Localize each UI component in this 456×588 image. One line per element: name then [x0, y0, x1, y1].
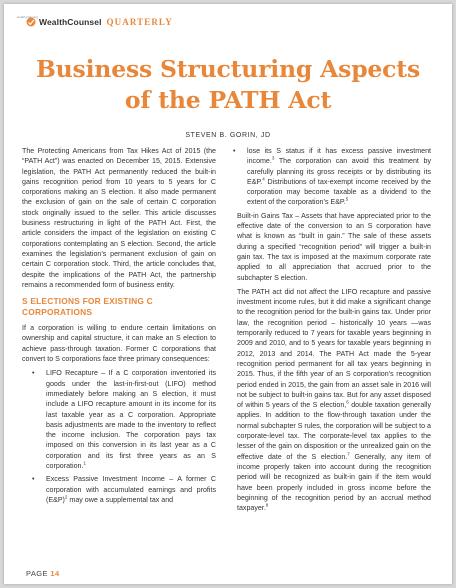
publication-section: QUARTERLY — [106, 17, 173, 27]
list-item — [46, 474, 216, 505]
continued-text-2: The corporation can avoid this treatment by carefully planning its gross receipts or by distributing its E&P. — [247, 157, 431, 186]
built-in-gains-paragraph: Built-in Gains Tax – Assets that have appreciated prior to the effective date of the conversion to an S corporation have what is known as “built in gain.” The sale of these assets during a specified “recognition period” will trigger a built-in gain tax. The tax is imposed at the maximum corporate rate applied to all appreciation that accrued prior to the subchapter S election. — [237, 211, 431, 282]
footnote-ref: 6 — [346, 399, 349, 405]
footnote-ref: 7 — [347, 451, 350, 457]
article-title-line2: of the PATH Act — [124, 86, 332, 114]
passive-income-tail: may owe a supplemental tax and — [67, 495, 174, 504]
continued-text-3: Distributions of tax-exempt income received by the corporation may become taxable as a dividend to the extent of the corporation’s E&P. — [247, 177, 431, 207]
list-item-continued — [247, 146, 431, 208]
brand-name: WealthCounsel — [39, 17, 102, 27]
path-act-paragraph — [237, 287, 431, 514]
list-item — [46, 368, 216, 471]
footnote-ref: 2 — [64, 494, 68, 500]
page-footer — [26, 569, 60, 578]
article-title — [4, 54, 452, 116]
footnote-ref: 4 — [262, 176, 265, 182]
continued-list — [237, 146, 431, 208]
intro-paragraph: The Protecting Americans from Tax Hikes Act of 2015 (the “PATH Act”) was enacted on December 15, 2015. Extensive legislation, the PATH Act permanently reduced the built-in gains recognition period from 10 years to 5 years for C corporations making an S election. It also made permanent the exclusion of gain on the sale of certain C corporation stock originally issued to the seller. This article discusses business restructuring in light of the PATH Act. First, the article considers the impact of the legislation on existing C corporations contemplating an S election. Second, the article examines the legislation’s permanent exclusion of gain on certain C corporation stock. Third, the article concludes that, despite the implications of the PATH Act, the partnership remains a recommended form of business entity. — [22, 147, 216, 289]
path-act-text: The PATH act did not affect the LIFO recapture and passive investment income rules, but it did make a significant change to the recognition period for the built-in gains tax. Under prior law, the recognition period – historically 10 years —was temporarily reduced to 7 years for taxable years beginning in 2009 and 2010, and to 5 years for taxable years beginning in 2012, 2013 and 2014. The PATH Act made the 5-year recognition period permanent for all tax years beginning in 2015. Thus, if the fifth year of an S corporation’s recognition period ended in 2015, the gain from an asset sale in 2016 will not be subject to built-in gains tax. But for any asset disposed of within 5 years of the S election, — [237, 287, 431, 410]
page-number: 14 — [50, 569, 60, 578]
section-heading: S ELECTIONS FOR EXISTING C CORPORATIONS — [22, 296, 153, 318]
path-act-text-3: Generally, any item of income properly taken into account during the recognition period will be recognized as built-in gain if the item would have been properly included in gross income before the beginning of the recognition period by an accrual method taxpayer. — [237, 452, 431, 513]
consequences-list — [22, 368, 216, 505]
passive-income-text: Excess Passive Investment Income – A former C corporation with accumulated earnings and profits (E&P) — [46, 475, 216, 504]
article-byline: STEVEN B. GORIN, JD — [185, 132, 271, 139]
path-act-text-2: double taxation generally applies. In addition to the flow-through taxation under the normal subchapter S rules, the corporation will be subject to a corporate-level tax. The corporate-level tax applies to the lesser of the gain on disposition or the unrealized gain on the effective date of the S election. — [237, 401, 431, 461]
footnote-ref: 3 — [271, 155, 275, 161]
continued-text: lose its S status if it has excess passive investment income. — [247, 147, 431, 166]
right-column — [237, 146, 431, 517]
document-page — [4, 4, 452, 584]
page-header — [26, 15, 173, 29]
lifo-recapture-text: LIFO Recapture – If a C corporation inventoried its goods under the last-in-first-out (LIFO) method immediately before making an S election, it must include a LIFO recapture amount in its income for its last taxable year as a C corporation. Appropriate basis adjustments are made to the inventory to reflect the income inclusion. The corporation pays tax imposed on this conversion in its last year as a C corporation and its first three years as an S corporation. — [46, 369, 216, 471]
footnote-ref: 1 — [83, 460, 86, 466]
left-column — [22, 146, 216, 508]
brand-tagline: wealth planning — [17, 15, 38, 19]
footnote-ref: 8 — [265, 502, 269, 508]
footnote-ref: 5 — [345, 197, 349, 203]
article-title-line1: Business Structuring Aspects — [36, 55, 420, 83]
page-label: PAGE — [26, 569, 48, 578]
consequences-paragraph: If a corporation is willing to endure certain limitations on ownership and capital structure, it can make an S election to achieve pass-through taxation. Former C corporations that convert to S corporations face three primary consequences: — [22, 324, 216, 364]
